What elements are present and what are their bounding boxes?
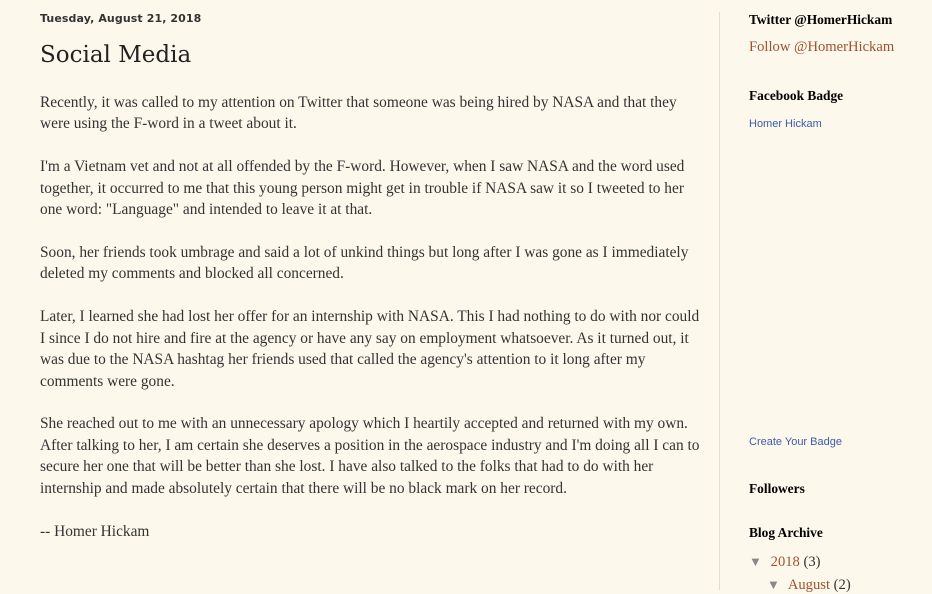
archive-month-count: (2) <box>833 577 851 593</box>
archive-year-item <box>749 554 821 571</box>
create-badge-link[interactable]: Create Your Badge <box>749 436 842 448</box>
post-paragraph: She reached out to me with an unnecessary apology which I heartily accepted and returned with my own. After talking to her, I am certain she deserves a position in the aerospace industry and I'm doing all I can to secure her one that will be better than she lost. I have also talked to the folks that had to do with her internship and made absolutely certain that there will be no black mark on her record. <box>40 415 700 497</box>
archive-year-link[interactable]: 2018 <box>770 554 800 570</box>
twitter-widget-title: Twitter @HomerHickam <box>749 12 893 27</box>
archive-month-link[interactable]: August <box>787 577 831 593</box>
triangle-down-icon[interactable]: ▼ <box>767 577 780 592</box>
post-paragraph: Soon, her friends took umbrage and said a lot of unkind things but long after I was gone as I immediately deleted my comments and blocked all concerned. <box>40 244 689 283</box>
post-paragraph: I'm a Vietnam vet and not at all offended by the F-word. However, when I saw NASA and the word used together, it occurred to me that this young person might get in trouble if NASA saw it so I tweeted to her one word: "Language" and intended to leave it at that. <box>40 158 685 219</box>
post-body <box>40 92 700 564</box>
post-date: Tuesday, August 21, 2018 <box>40 12 202 25</box>
archive-widget-title: Blog Archive <box>749 525 823 540</box>
post-signature: -- Homer Hickam <box>40 522 150 540</box>
post-paragraph: Later, I learned she had lost her offer for an internship with NASA. This I had nothing to do with nor could I since I do not hire and fire at the agency or have any say on employment whatsoever. As it turned out, it was due to the NASA hashtag her friends used that called the agency's attention to it long after my comments were gone. <box>40 308 700 390</box>
archive-month-item <box>767 577 851 594</box>
post-title: Social Media <box>40 42 192 68</box>
followers-widget-title: Followers <box>749 481 805 496</box>
triangle-down-icon[interactable]: ▼ <box>749 554 762 569</box>
post-paragraph: Recently, it was called to my attention on Twitter that someone was being hired by NASA and that they were using the F-word in a tweet about it. <box>40 94 677 133</box>
column-divider <box>719 12 720 590</box>
twitter-follow-link[interactable]: Follow @HomerHickam <box>749 39 895 55</box>
facebook-profile-link[interactable]: Homer Hickam <box>749 118 822 130</box>
facebook-widget-title: Facebook Badge <box>749 88 844 103</box>
archive-year-count: (3) <box>803 554 821 570</box>
